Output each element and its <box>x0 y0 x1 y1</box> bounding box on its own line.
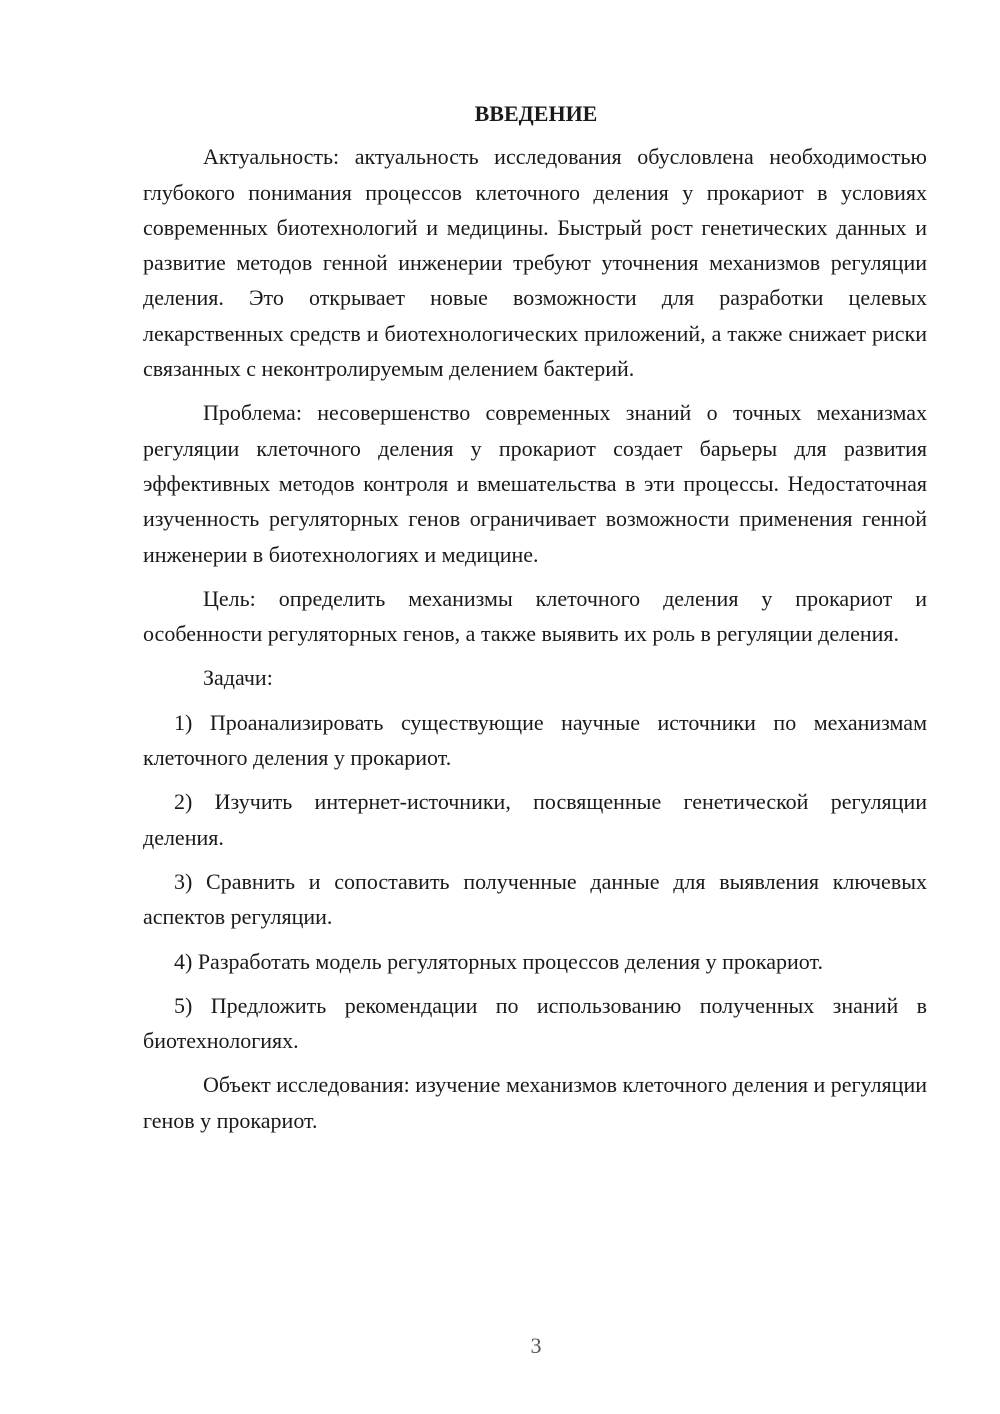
paragraph-tasks-heading: Задачи: <box>203 665 273 691</box>
task-item-3: 3) Сравнить и сопоставить полученные данные для выявления ключевых аспектов регуляции. <box>143 868 927 930</box>
task-item-4: 4) Разработать модель регуляторных процессов деления у прокариот. <box>174 948 823 974</box>
task-item-1: 1) Проанализировать существующие научные источники по механизмам клеточного деления у прокариот. <box>143 709 927 771</box>
task-item-5: 5) Предложить рекомендации по использованию полученных знаний в биотехнологиях. <box>143 992 927 1054</box>
paragraph-relevance: Актуальность: актуальность исследования обусловлена необходимостью глубокого понимания процессов клеточного деления у прокариот в условиях современных биотехнологий и медицины. Быстрый рост генетических данных и развитие методов генной инженерии требуют уточнения механизмов регуляции деления. Это открывает новые возможности для разработки целевых лекарственных средств и биотехнологических приложений, а также снижает риски связанных с неконтролируемым делением бактерий. <box>143 144 927 382</box>
section-title: ВВЕДЕНИЕ <box>474 101 598 126</box>
paragraph-goal: Цель: определить механизмы клеточного деления у прокариот и особенности регуляторных генов, а также выявить их роль в регуляции деления. <box>143 585 927 647</box>
paragraph-problem: Проблема: несовершенство современных знаний о точных механизмах регуляции клеточного деления у прокариот создает барьеры для развития эффективных методов контроля и вмешательства в эти процессы. Недостаточная изученность регуляторных генов ограничивает возможности применения генной инженерии в биотехнологиях и медицине. <box>143 400 927 567</box>
task-item-2: 2) Изучить интернет-источники, посвященные генетической регуляции деления. <box>143 789 927 850</box>
document-page <box>143 96 927 1147</box>
paragraph-object: Объект исследования: изучение механизмов клеточного деления и регуляции генов у прокариот. <box>143 1072 927 1133</box>
page-number: 3 <box>530 1333 542 1358</box>
